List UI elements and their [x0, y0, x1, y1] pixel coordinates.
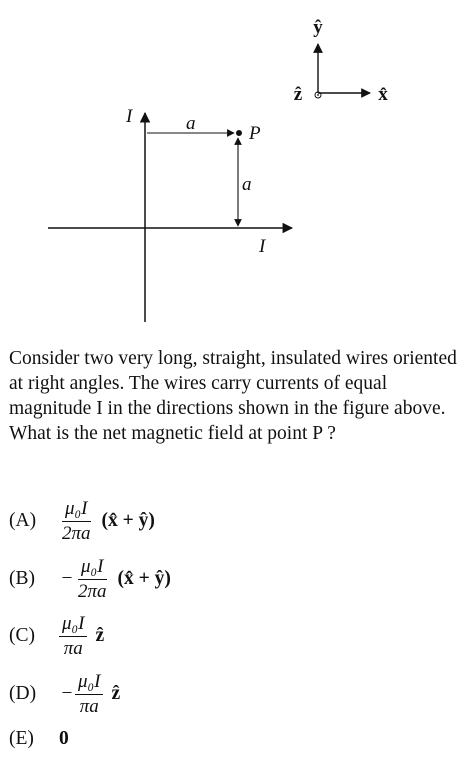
option-b-vector: (x̂ + ŷ)	[117, 568, 171, 589]
option-d-vector: ẑ	[111, 683, 121, 704]
option-c-label: (C)	[9, 625, 35, 646]
option-b-fraction: $\frac{\text{μ₀I}}{2\pi a}$	[78, 555, 107, 602]
option-d-sign: −	[61, 683, 73, 704]
option-c-fraction: $\frac{\text{μ₀I}}{\pi a}$	[59, 613, 87, 660]
point-p-label: P	[249, 123, 261, 144]
wires-figure	[0, 0, 474, 330]
horizontal-distance-label: a	[186, 113, 196, 134]
option-a-label: (A)	[9, 510, 37, 531]
distance-markers	[147, 113, 252, 226]
option-d-label: (D)	[9, 683, 37, 704]
axis-y-label: ŷ	[313, 17, 323, 38]
option-d-fraction: $\frac{\text{μ₀I}}{\pi a}$	[75, 671, 103, 718]
horizontal-wire-current-label: I	[259, 236, 266, 257]
axis-z-label: ẑ	[293, 84, 303, 105]
option-e-value: 0	[59, 728, 69, 749]
coordinate-axes	[294, 17, 388, 105]
option-a-vector: (x̂ + ŷ)	[101, 510, 155, 531]
question-text: Consider two very long, straight, insulated wires oriented at right angles. The wires carry currents of equal magnitude I in the directions shown in the figure above. What is the net magnetic field at point P ?	[9, 348, 457, 444]
option-b-sign: −	[61, 568, 73, 589]
point-p-dot	[236, 130, 242, 136]
axis-x-label: x̂	[378, 84, 388, 105]
vertical-distance-label: a	[242, 174, 252, 195]
vertical-wire-current-label: I	[126, 106, 133, 127]
option-b[interactable]	[9, 553, 171, 605]
option-b-label: (B)	[9, 568, 35, 589]
option-c-vector: ẑ	[95, 625, 105, 646]
option-c[interactable]	[9, 610, 104, 662]
option-e[interactable]	[9, 713, 69, 765]
option-a[interactable]	[9, 495, 155, 547]
option-a-fraction: $\frac{\text{μ₀I}}{2\pi a}$	[62, 497, 91, 544]
option-e-label: (E)	[9, 728, 34, 749]
